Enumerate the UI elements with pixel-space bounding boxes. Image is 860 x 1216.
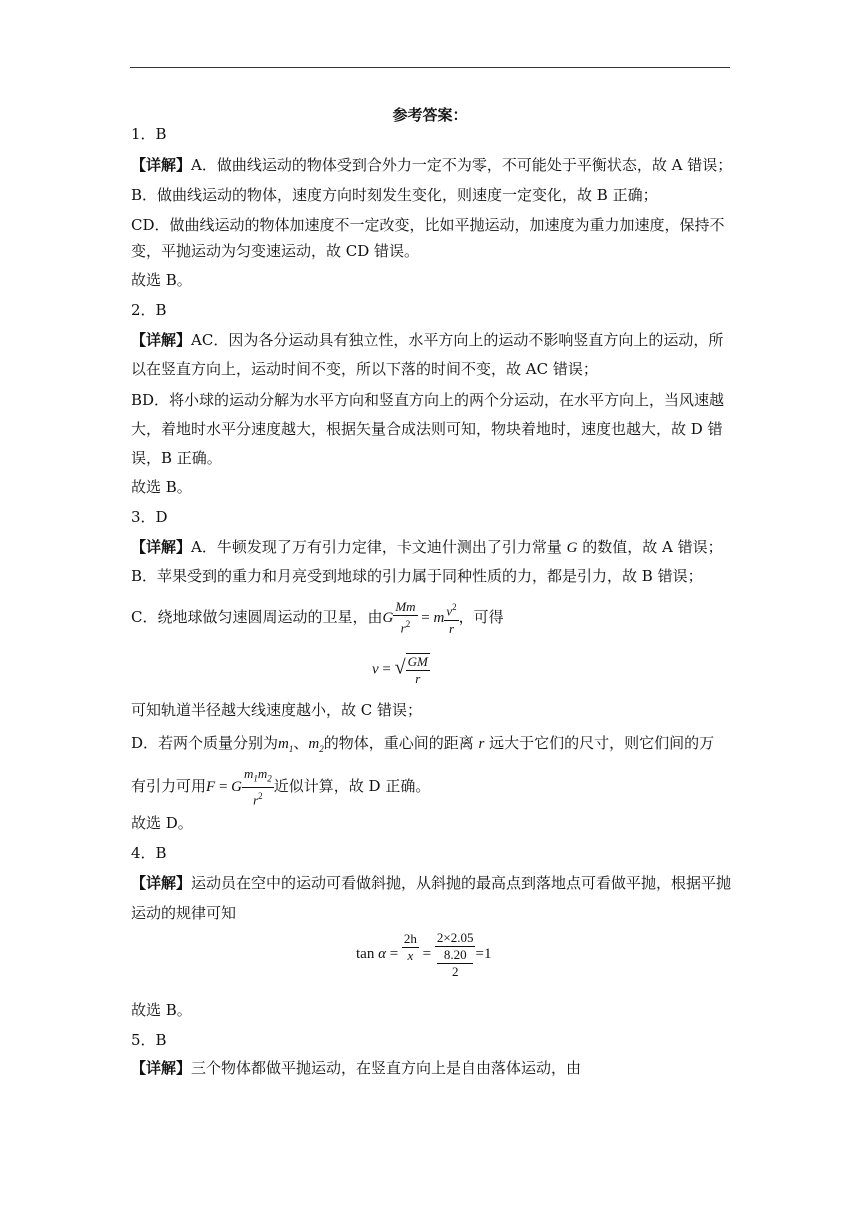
var-alpha: α <box>378 946 386 962</box>
q3-text-a: A．牛顿发现了万有引力定律，卡文迪什测出了引力常量 <box>191 538 567 556</box>
q3-text-f: 、 <box>293 734 309 752</box>
q3-text-d: ，可得 <box>458 608 504 626</box>
q3-answer: 3．D <box>131 508 168 526</box>
q3-line-3: C．绕地球做匀速圆周运动的卫星，由G $\frac{Mm}{r^2}$ = m $\frac{v^2}{r}$ ，可得 <box>131 599 504 636</box>
detail-tag: 【详解】 <box>131 538 192 556</box>
q3-text-i: 有引力可用 <box>131 776 207 795</box>
q1-line-1 <box>131 155 732 175</box>
q2-line-2: 以在竖直方向上，运动时间不变，所以下落的时间不变，故 AC 错误； <box>131 360 598 378</box>
q3-line-4: 可知轨道半径越大线速度越小，故 C 错误； <box>131 701 423 719</box>
q4-answer: 4．B <box>131 844 167 862</box>
num-2x205: 2×2.05 <box>436 930 474 945</box>
q3-text-c: C．绕地球做匀速圆周运动的卫星，由 <box>131 608 383 626</box>
q1-line-3: CD．做曲线运动的物体加速度不一定改变，比如平抛运动，加速度为重力加速度，保持不 <box>131 216 725 234</box>
q1-line-4: 变，平抛运动为匀变速运动，故 CD 错误。 <box>131 242 420 260</box>
q3-line-2: B．苹果受到的重力和月亮受到地球的引力属于同种性质的力，都是引力，故 B 错误； <box>131 567 703 585</box>
q4-text-a: 运动员在空中的运动可看做斜抛，从斜抛的最高点到落地点可看做平抛，根据平抛 <box>191 874 732 892</box>
detail-tag: 【详解】 <box>131 331 192 349</box>
num-2h: 2h <box>403 931 417 946</box>
q4-line-1 <box>131 873 731 893</box>
q3-line-5 <box>131 733 714 759</box>
frac-GM-r <box>406 653 430 687</box>
q3-text-h: 远大于它们的尺寸，则它们间的万 <box>484 734 715 752</box>
var-m1: $m_1$ <box>278 736 294 754</box>
q3-text-e: D．若两个质量分别为 <box>131 734 279 752</box>
q3-text-g: 的物体，重心间的距离 <box>323 734 479 752</box>
q4-choice: 故选 B。 <box>131 1001 192 1019</box>
q4-line-2: 运动的规律可知 <box>131 904 237 922</box>
q1-text-a: A．做曲线运动的物体受到合外力一定不为零，不可能处于平衡状态，故 A 错误； <box>191 156 733 174</box>
formula-gravity: G <box>382 610 394 626</box>
den-x: x <box>407 948 414 963</box>
var-m2: $m_2$ <box>308 736 324 754</box>
q5-text-a: 三个物体都做平抛运动，在竖直方向上是自由落体运动，由 <box>191 1059 582 1077</box>
den-2: 2 <box>451 964 459 979</box>
q2-text-a: AC．因为各分运动具有独立性，水平方向上的运动不影响竖直方向上的运动，所 <box>191 331 724 349</box>
frac-v2-r: $\frac{v^2}{r}$ <box>444 599 458 636</box>
frac-2h-x <box>402 931 419 964</box>
q2-choice: 故选 B。 <box>131 478 192 496</box>
q1-choice: 故选 B。 <box>131 271 192 289</box>
q1-answer: 1．B <box>131 125 167 143</box>
den-compound <box>435 947 476 980</box>
q3-line-6: 有引力可用F = G $\frac{m_1m_2}{r^2}$ 近似计算，故 D 正确。 <box>131 766 431 807</box>
q2-answer: 2．B <box>131 301 167 319</box>
frac-Mm-r2: $\frac{Mm}{r^2}$ <box>395 599 416 636</box>
tan-label: tan <box>356 946 375 962</box>
var-G: G <box>566 540 578 556</box>
frac-numeric <box>435 930 476 980</box>
q2-line-3: BD．将小球的运动分解为水平方向和竖直方向上的两个分运动，在水平方向上，当风速越 <box>131 391 725 409</box>
formula-tan-alpha: tan α = $\frac{2h}{x}$ = 2×2.05 8.20 2 =1 <box>356 930 492 979</box>
var-r: r <box>478 736 485 752</box>
frac-m1m2-r2: $\frac{m_1m_2}{r^2}$ <box>244 766 272 807</box>
q2-line-4: 大，着地时水平分速度越大，根据矢量合成法则可知，物块着地时，速度也越大，故 D 错 <box>131 420 723 438</box>
detail-tag: 【详解】 <box>131 1059 192 1077</box>
q2-line-1 <box>131 330 723 350</box>
page-title: 参考答案： <box>392 106 468 124</box>
var-v: v <box>372 661 379 678</box>
q3-choice: 故选 D。 <box>131 814 193 832</box>
q3-text-b: 的数值，故 A 错误； <box>577 538 723 556</box>
formula-velocity: v = √ $\frac{GM}{r}$ <box>372 654 428 686</box>
q2-line-5: 误，B 正确。 <box>131 449 222 467</box>
q3-line-1 <box>131 537 723 558</box>
den-r: r <box>415 671 421 686</box>
q1-line-2: B．做曲线运动的物体，速度方向时刻发生变化，则速度一定变化，故 B 正确； <box>131 186 658 204</box>
detail-tag: 【详解】 <box>131 156 192 174</box>
q5-line-1 <box>131 1058 581 1078</box>
num-GM: GM <box>407 654 428 669</box>
q3-text-j: 近似计算，故 D 正确。 <box>273 776 431 795</box>
den-820: 8.20 <box>437 947 474 964</box>
header-rule <box>130 67 730 68</box>
q5-answer: 5．B <box>131 1031 167 1049</box>
detail-tag: 【详解】 <box>131 874 192 892</box>
result-1: 1 <box>483 946 492 962</box>
